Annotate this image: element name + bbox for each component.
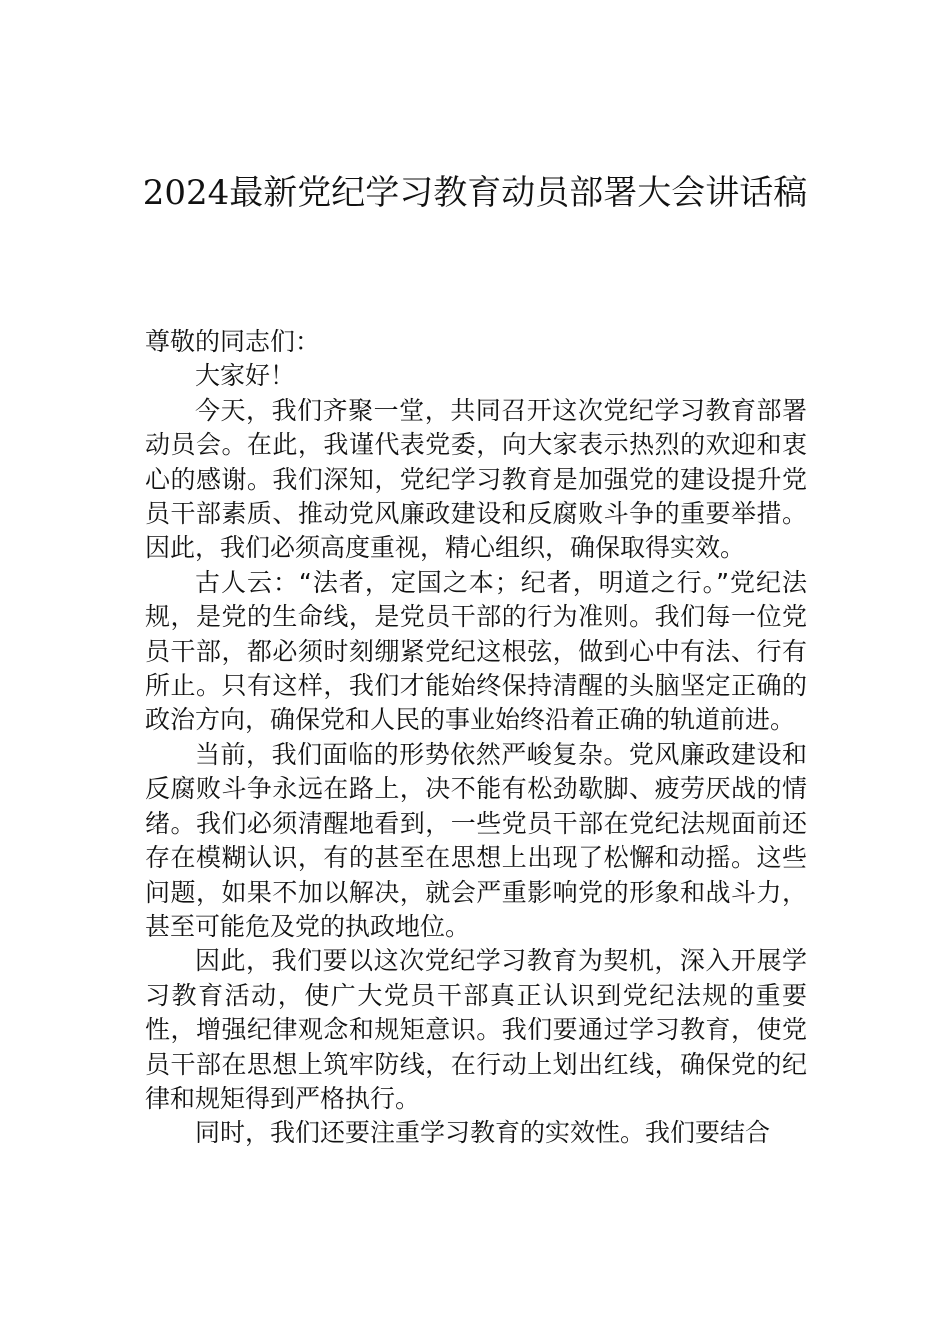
document-title: 2024最新党纪学习教育动员部署大会讲话稿: [142, 173, 808, 213]
greeting: 大家好！: [195, 361, 296, 391]
paragraph-2: 古人云：“法者，定国之本；纪者，明道之行。”党纪法规，是党的生命线，是党员干部的行为准则。我们每一位党员干部，都必须时刻绷紧党纪这根弦，做到心中有法、行有所止。只有这样，我们才能始终保持清醒的头脑坚定正确的政治方向，确保党和人民的事业始终沿着正确的轨道前进。: [145, 567, 807, 735]
paragraph-1: 今天，我们齐聚一堂，共同召开这次党纪学习教育部署动员会。在此，我谨代表党委，向大家表示热烈的欢迎和衷心的感谢。我们深知，党纪学习教育是加强党的建设提升党员干部素质、推动党风廉政建设和反腐败斗争的重要举措。因此，我们必须高度重视，精心组织，确保取得实效。: [145, 395, 807, 563]
paragraph-4: 因此，我们要以这次党纪学习教育为契机，深入开展学习教育活动，使广大党员干部真正认识到党纪法规的重要性，增强纪律观念和规矩意识。我们要通过学习教育，使党员干部在思想上筑牢防线，在行动上划出红线，确保党的纪律和规矩得到严格执行。: [145, 946, 807, 1113]
paragraph-5: 同时，我们还要注重学习教育的实效性。我们要结合: [195, 1118, 771, 1148]
document-body: [145, 325, 807, 1151]
paragraph-3: 当前，我们面临的形势依然严峻复杂。党风廉政建设和反腐败斗争永远在路上，决不能有松劲歇脚、疲劳厌战的情绪。我们必须清醒地看到，一些党员干部在党纪法规面前还存在模糊认识，有的甚至在思想上出现了松懈和动摇。这些问题，如果不加以解决，就会严重影响党的形象和战斗力，甚至可能危及党的执政地位。: [145, 739, 807, 941]
salutation: 尊敬的同志们：: [145, 327, 321, 356]
